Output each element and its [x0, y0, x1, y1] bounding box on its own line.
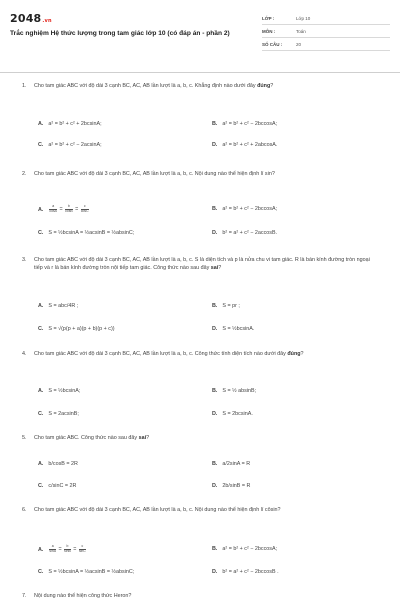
- answer-option-c[interactable]: [38, 568, 134, 576]
- question-2: [22, 170, 378, 178]
- option-text: S = √(p(p + a)(p + b)(p + c)): [48, 326, 115, 332]
- option-letter: C.: [38, 142, 44, 148]
- fraction-numerator: c: [81, 205, 89, 210]
- option-letter: B.: [212, 121, 218, 127]
- option-letter: B.: [212, 206, 218, 212]
- fraction-denominator: sinB: [64, 548, 71, 553]
- option-text: a² = b² + c² + 2abcosA.: [222, 142, 278, 148]
- question-5: [22, 434, 378, 442]
- stem-text: Nội dung nào thể hiện công thức Heron?: [34, 593, 132, 599]
- fraction-denominator: sinC: [78, 548, 86, 553]
- stem-text: Cho tam giác ABC với độ dài 3 cạnh BC, AC, AB lần lượt là a, b, c. Công thức tính diện tích nào dưới đây: [34, 351, 288, 357]
- fraction: [64, 545, 71, 554]
- option-letter: A.: [38, 121, 44, 127]
- answer-option-c[interactable]: [38, 482, 76, 490]
- answer-option-c[interactable]: [38, 141, 102, 149]
- option-text: a/2sinA = R: [222, 461, 251, 467]
- meta-value: Toán: [296, 28, 306, 34]
- question-6: [22, 506, 378, 514]
- page-title: Trắc nghiệm Hệ thức lượng trong tam giác lớp 10 (có đáp án - phần 2): [10, 30, 230, 37]
- fraction-denominator: sinA: [49, 548, 57, 553]
- option-text: b/cosB = 2R: [48, 461, 78, 467]
- meta-key: SỐ CÂU :: [262, 41, 283, 47]
- answer-option-a[interactable]: [38, 205, 90, 213]
- question-1: [22, 82, 378, 90]
- option-text: S = pr ;: [222, 303, 240, 309]
- answer-option-b[interactable]: [212, 302, 240, 310]
- option-text: S = ½bcsinA;: [48, 388, 81, 394]
- stem-text: Cho tam giác ABC với độ dài 3 cạnh BC, AC, AB lần lượt là a, b, c. Nội dung nào thể hiện định lí côsin?: [34, 507, 281, 513]
- header: [10, 12, 390, 60]
- stem-end: ?: [300, 351, 304, 357]
- answer-option-c[interactable]: [38, 229, 134, 237]
- meta-row-count: [262, 38, 390, 51]
- option-letter: C.: [38, 569, 44, 575]
- option-letter: A.: [38, 206, 44, 213]
- meta-value: 20: [296, 41, 302, 47]
- answer-option-d[interactable]: [212, 410, 253, 418]
- meta-row-class: [262, 12, 390, 25]
- option-text: c/sinC = 2R: [48, 483, 77, 489]
- answer-option-d[interactable]: [212, 325, 254, 333]
- question-number: 2.: [22, 171, 27, 177]
- header-divider: [0, 72, 400, 73]
- answer-option-d[interactable]: [212, 482, 250, 490]
- equals-sign: =: [73, 206, 80, 213]
- option-letter: C.: [38, 411, 44, 417]
- question-3: [22, 256, 378, 272]
- answer-option-b[interactable]: [212, 387, 256, 395]
- option-letter: B.: [212, 461, 218, 467]
- option-letter: A.: [38, 546, 44, 553]
- meta-value: Lớp 10: [296, 15, 311, 21]
- stem-text: Cho tam giác ABC với độ dài 3 cạnh BC, AC, AB lần lượt là a, b, c. Khẳng định nào dưới đây: [34, 83, 258, 89]
- logo-text: 2048: [10, 12, 42, 25]
- question-stem: [34, 256, 378, 272]
- option-text: S = ½bcsinA = ½acsinB = ½absinC;: [48, 230, 135, 236]
- answer-option-b[interactable]: [212, 205, 277, 213]
- question-stem: [34, 82, 378, 90]
- option-text: S = 2acsinB;: [48, 411, 79, 417]
- answer-option-b[interactable]: [212, 545, 277, 553]
- option-letter: C.: [38, 230, 44, 236]
- option-text: b² = a² + c² − 2accosB.: [222, 230, 278, 236]
- option-text: b² = a² + c² − 2bccosB .: [222, 569, 279, 575]
- stem-emphasis: sai: [210, 265, 219, 271]
- stem-emphasis: đúng: [257, 83, 271, 89]
- option-letter: D.: [212, 569, 218, 575]
- fraction: [65, 205, 73, 214]
- answer-option-a[interactable]: [38, 302, 78, 310]
- answer-option-a[interactable]: [38, 387, 80, 395]
- option-letter: B.: [212, 303, 218, 309]
- answer-option-d[interactable]: [212, 141, 277, 149]
- option-text: a² = b² + c² + 2bcsinA;: [48, 121, 102, 127]
- option-letter: A.: [38, 388, 44, 394]
- stem-end: ?: [270, 83, 274, 89]
- fraction: [81, 205, 89, 214]
- meta-key: LỚP :: [262, 15, 275, 21]
- fraction: [49, 545, 56, 554]
- fraction: [79, 545, 86, 554]
- option-text: S = 2bcsinA.: [222, 411, 253, 417]
- answer-option-a[interactable]: [38, 460, 78, 468]
- stem-emphasis: sai: [138, 435, 147, 441]
- question-number: 6.: [22, 507, 27, 513]
- stem-emphasis: đúng: [287, 351, 301, 357]
- option-text: S = ½ absinB;: [222, 388, 257, 394]
- logo-tld: .vn: [42, 18, 52, 24]
- fraction-numerator: c: [79, 545, 86, 550]
- equals-sign: =: [57, 546, 64, 553]
- meta-key: MÔN :: [262, 28, 276, 34]
- option-text: S = ½bcsinA.: [222, 326, 255, 332]
- answer-option-a[interactable]: [38, 120, 102, 128]
- question-stem: [34, 506, 378, 514]
- option-letter: C.: [38, 326, 44, 332]
- answer-option-d[interactable]: [212, 568, 279, 576]
- option-text: 2b/sinB = R: [222, 483, 251, 489]
- equals-sign: =: [71, 546, 78, 553]
- stem-text: Cho tam giác ABC. Công thức nào sau đây: [34, 435, 139, 441]
- question-7: [22, 592, 378, 600]
- option-text: S = ½bcsinA = ½acsinB = ½absinC;: [48, 569, 135, 575]
- answer-option-d[interactable]: [212, 229, 277, 237]
- question-4: [22, 350, 378, 358]
- question-stem: [34, 434, 378, 442]
- fraction-numerator: a: [49, 545, 56, 550]
- option-letter: C.: [38, 483, 44, 489]
- option-letter: D.: [212, 142, 218, 148]
- answer-option-b[interactable]: [212, 460, 250, 468]
- meta-table: [262, 12, 390, 51]
- answer-option-b[interactable]: [212, 120, 277, 128]
- question-number: 5.: [22, 435, 27, 441]
- answer-option-c[interactable]: [38, 410, 79, 418]
- answer-option-a[interactable]: [38, 545, 87, 553]
- fraction-denominator: cosB: [65, 208, 73, 213]
- option-letter: D.: [212, 411, 218, 417]
- fraction-denominator: cosC: [80, 208, 89, 213]
- stem-text: Cho tam giác ABC với độ dài 3 cạnh BC, AC, AB lần lượt là a, b, c. Nội dung nào thể hiện định lí sin?: [34, 171, 275, 177]
- option-text: a² = b² + c² − 2bccosA;: [222, 546, 278, 552]
- option-text: S = abc/4R ;: [48, 303, 79, 309]
- option-letter: A.: [38, 303, 44, 309]
- option-letter: D.: [212, 230, 218, 236]
- option-text: a² = b² + c² − 2bccosA;: [222, 121, 278, 127]
- fraction: [49, 205, 57, 214]
- meta-row-subject: [262, 25, 390, 38]
- option-text: a² = b² + c² − 2acsinA;: [48, 142, 102, 148]
- stem-end: ?: [218, 265, 222, 271]
- fraction-numerator: b: [65, 205, 73, 210]
- question-number: 3.: [22, 257, 27, 263]
- fraction-denominator: cosA: [49, 208, 57, 213]
- option-text: a² = b² + c² − 2bccosA;: [222, 206, 278, 212]
- stem-end: ?: [146, 435, 150, 441]
- site-logo[interactable]: [10, 12, 52, 25]
- question-stem: [34, 350, 378, 358]
- stem-text: Cho tam giác ABC với độ dài 3 cạnh BC, AC, AB lần lượt là a, b, c. S là diện tích và p là nửa chu vi tam giác. R là bán kính đường tròn ngoại tiếp và r là bán kính đường tròn nội tiếp tam giác. Công thức nào sau đây: [34, 257, 370, 271]
- fraction-numerator: b: [64, 545, 71, 550]
- question-number: 4.: [22, 351, 27, 357]
- option-letter: D.: [212, 326, 218, 332]
- answer-option-c[interactable]: [38, 325, 115, 333]
- question-number: 7.: [22, 593, 27, 599]
- question-number: 1.: [22, 83, 27, 89]
- option-letter: B.: [212, 546, 218, 552]
- fraction-numerator: a: [49, 205, 57, 210]
- question-stem: [34, 170, 378, 178]
- option-letter: A.: [38, 461, 44, 467]
- question-stem: [34, 592, 378, 600]
- option-letter: D.: [212, 483, 218, 489]
- option-letter: B.: [212, 388, 218, 394]
- equals-sign: =: [57, 206, 65, 213]
